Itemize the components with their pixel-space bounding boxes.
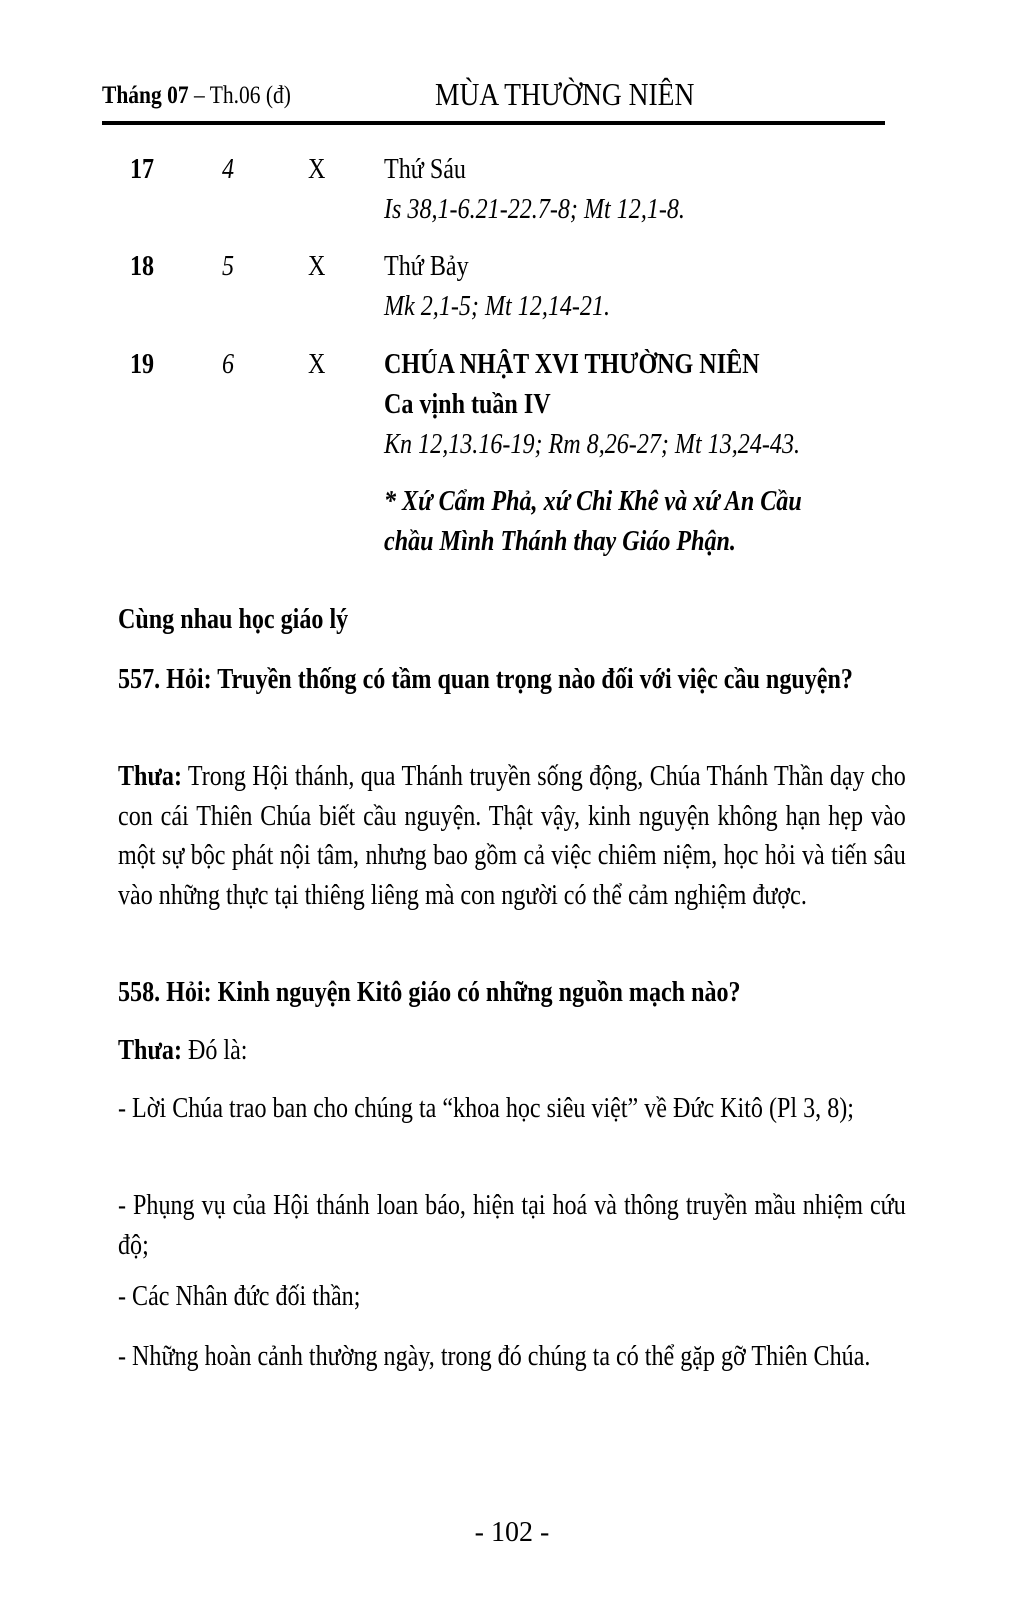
question-557: 557. Hỏi: Truyền thống có tầm quan trọng nào đối với việc cầu nguyện?: [118, 664, 853, 695]
calendar-subtitle: Ca vịnh tuần IV: [384, 389, 551, 420]
source-item: - Lời Chúa trao ban cho chúng ta “khoa học siêu việt” về Đức Kitô (Pl 3, 8);: [118, 1093, 854, 1124]
liturgical-color: X: [308, 154, 326, 185]
month-label: Tháng 07: [102, 82, 189, 109]
answer-label: Thưa:: [118, 1035, 182, 1066]
header-separator: –: [188, 82, 210, 109]
answer-558: [118, 1031, 906, 1071]
running-header-left: [102, 82, 322, 110]
calendar-title: CHÚA NHẬT XVI THƯỜNG NIÊN: [384, 349, 760, 380]
question-558: 558. Hỏi: Kinh nguyện Kitô giáo có những nguồn mạch nào?: [118, 977, 741, 1008]
calendar-readings: Kn 12,13.16-19; Rm 8,26-27; Mt 13,24-43.: [384, 429, 801, 460]
calendar-readings: Is 38,1-6.21-22.7-8; Mt 12,1-8.: [384, 194, 685, 225]
source-item: - Những hoàn cảnh thường ngày, trong đó chúng ta có thể gặp gỡ Thiên Chúa.: [118, 1341, 871, 1372]
page-number: - 102 -: [474, 1517, 550, 1548]
calendar-note: * Xứ Cẩm Phả, xứ Chi Khê và xứ An Cầu: [384, 486, 802, 517]
calendar-day: 17: [130, 154, 155, 185]
calendar-week: 5: [222, 251, 235, 282]
calendar-day: 18: [130, 251, 155, 282]
answer-text: Trong Hội thánh, qua Thánh truyền sống động, Chúa Thánh Thần dạy cho con cái Thiên Chúa biết cầu nguyện. Thật vậy, kinh nguyện không hạn hẹp vào một sự bộc phát nội tâm, nhưng bao gồm cả việc chiêm niệm, học hỏi và tiến sâu vào những thực tại thiêng liêng mà con người có thể cảm nghiệm được.: [118, 761, 906, 911]
liturgical-color: X: [308, 349, 326, 380]
source-item: - Phụng vụ của Hội thánh loan báo, hiện tại hoá và thông truyền mầu nhiệm cứu độ;: [118, 1190, 906, 1261]
calendar-week: 6: [222, 349, 235, 380]
source-item: - Các Nhân đức đối thần;: [118, 1281, 361, 1312]
answer-text: Đó là:: [181, 1035, 248, 1066]
liturgical-color: X: [308, 251, 326, 282]
catechism-heading: Cùng nhau học giáo lý: [118, 604, 349, 635]
season-title: MÙA THƯỜNG NIÊN: [435, 76, 695, 112]
calendar-note: chầu Mình Thánh thay Giáo Phận.: [384, 526, 736, 557]
header-rule: [102, 121, 885, 125]
calendar-day: 19: [130, 349, 155, 380]
calendar-title: Thứ Bảy: [384, 251, 469, 282]
lunar-label: Th.06 (đ): [209, 82, 291, 109]
answer-557: [118, 757, 906, 915]
calendar-readings: Mk 2,1-5; Mt 12,14-21.: [384, 291, 611, 322]
calendar-week: 4: [222, 154, 235, 185]
calendar-title: Thứ Sáu: [384, 154, 466, 185]
answer-label: Thưa:: [118, 761, 182, 792]
